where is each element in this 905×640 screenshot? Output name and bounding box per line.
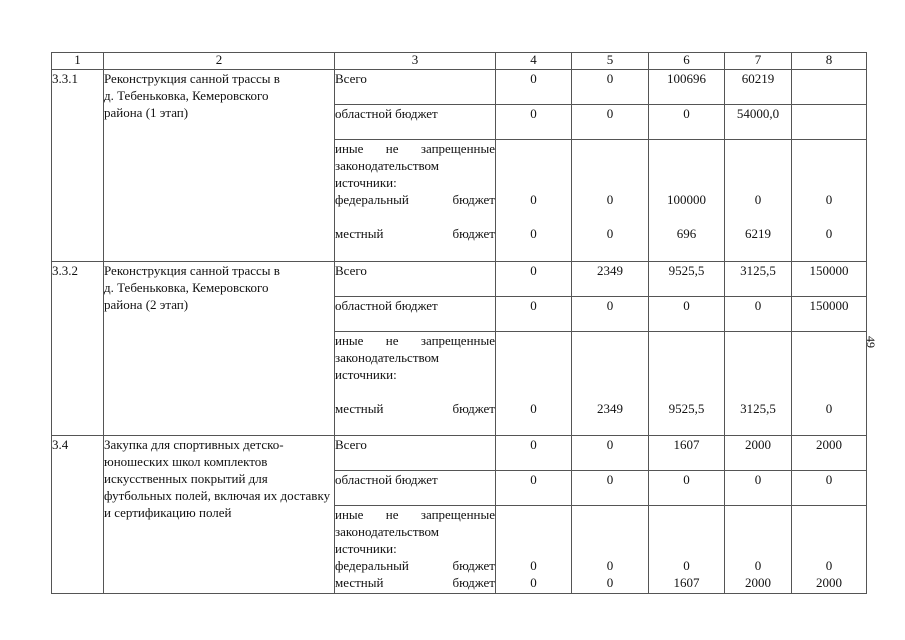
value-cell: 0 [649, 471, 725, 506]
value-cell: 2000 [792, 436, 867, 471]
item-code: 3.3.2 [52, 262, 104, 436]
value-cell: 0 0 [496, 506, 572, 594]
source-label: Всего [335, 70, 496, 105]
value-cell: 0 [725, 297, 792, 332]
value-cell: 9525,5 [649, 332, 725, 436]
value-cell: 0 [496, 105, 572, 140]
column-header: 6 [649, 53, 725, 70]
page-number: 49 [864, 336, 878, 348]
value-cell: 2349 [572, 332, 649, 436]
value-cell: 3125,5 [725, 262, 792, 297]
value-cell: 0 [496, 471, 572, 506]
value-cell: 0 [496, 436, 572, 471]
value-cell: 0 0 [572, 140, 649, 262]
column-header: 3 [335, 53, 496, 70]
value-cell: 0 [572, 70, 649, 105]
source-label: иные не запрещенные законодательством источники: местный бюджет [335, 332, 496, 436]
value-cell: 0 [792, 471, 867, 506]
value-cell: 0 2000 [792, 506, 867, 594]
source-label: иные не запрещенные законодательством источники: федеральный бюджет местный бюджет [335, 506, 496, 594]
source-label: Всего [335, 436, 496, 471]
table-row [52, 436, 867, 471]
value-cell: 0 0 [792, 140, 867, 262]
value-cell: 0 [572, 297, 649, 332]
value-cell: 0 [792, 332, 867, 436]
budget-table [51, 52, 867, 594]
column-header: 2 [104, 53, 335, 70]
value-cell: 1607 [649, 436, 725, 471]
value-cell: 0 [496, 70, 572, 105]
value-cell: 100696 [649, 70, 725, 105]
source-label: областной бюджет [335, 471, 496, 506]
item-code: 3.3.1 [52, 70, 104, 262]
header-row [52, 53, 867, 70]
item-name: Реконструкция санной трассы в д. Тебеньковка, Кемеровского района (2 этап) [104, 262, 335, 436]
table-row [52, 262, 867, 297]
column-header: 1 [52, 53, 104, 70]
value-cell: 2349 [572, 262, 649, 297]
column-header: 8 [792, 53, 867, 70]
value-cell: 0 [572, 105, 649, 140]
value-cell: 3125,5 [725, 332, 792, 436]
value-cell: 0 [649, 105, 725, 140]
value-cell: 100000 696 [649, 140, 725, 262]
column-header: 4 [496, 53, 572, 70]
value-cell: 0 0 [572, 506, 649, 594]
value-cell: 0 [496, 262, 572, 297]
value-cell: 150000 [792, 262, 867, 297]
value-cell: 0 1607 [649, 506, 725, 594]
value-cell: 0 6219 [725, 140, 792, 262]
value-cell: 0 [496, 332, 572, 436]
table-row [52, 70, 867, 105]
value-cell: 60219 [725, 70, 792, 105]
item-name: Закупка для спортивных детско-юношеских школ комплектов искусственных покрытий для футбольных полей, включая их доставку и сертификацию полей [104, 436, 335, 594]
value-cell: 150000 [792, 297, 867, 332]
source-label: областной бюджет [335, 297, 496, 332]
value-cell [792, 70, 867, 105]
value-cell: 54000,0 [725, 105, 792, 140]
value-cell: 0 0 [496, 140, 572, 262]
column-header: 5 [572, 53, 649, 70]
item-name: Реконструкция санной трассы в д. Тебеньковка, Кемеровского района (1 этап) [104, 70, 335, 262]
value-cell: 0 [572, 436, 649, 471]
value-cell: 2000 [725, 436, 792, 471]
source-label: областной бюджет [335, 105, 496, 140]
value-cell: 0 [725, 471, 792, 506]
value-cell: 0 [572, 471, 649, 506]
value-cell: 0 [649, 297, 725, 332]
column-header: 7 [725, 53, 792, 70]
value-cell [792, 105, 867, 140]
value-cell: 0 2000 [725, 506, 792, 594]
source-label: Всего [335, 262, 496, 297]
source-label: иные не запрещенные законодательством источники: федеральный бюджет местный бюджет [335, 140, 496, 262]
value-cell: 9525,5 [649, 262, 725, 297]
value-cell: 0 [496, 297, 572, 332]
item-code: 3.4 [52, 436, 104, 594]
